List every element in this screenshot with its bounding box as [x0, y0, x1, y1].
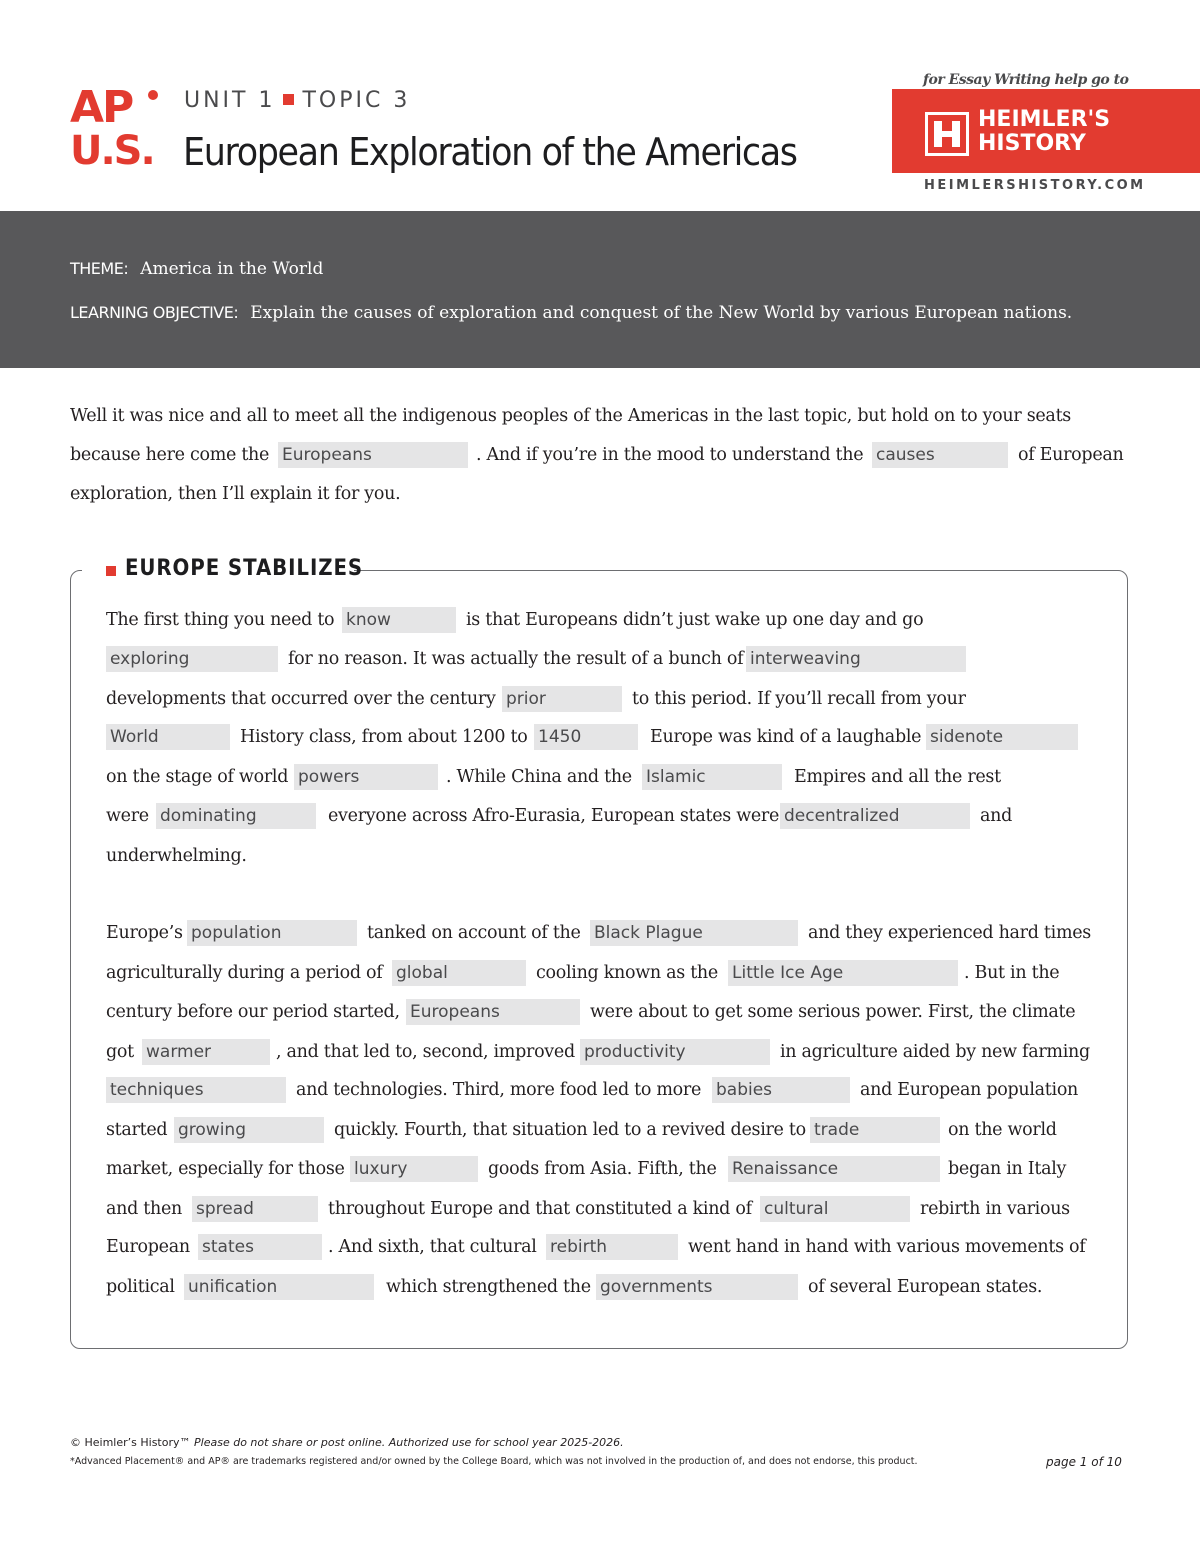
ap-us-logo [70, 82, 160, 176]
fill-blank-field[interactable]: global [392, 960, 526, 986]
fill-blank-field[interactable]: cultural [760, 1196, 910, 1222]
body-text: cooling known as the [536, 963, 718, 983]
body-text: on the world [948, 1120, 1057, 1140]
body-text: and technologies. Third, more food led to more [296, 1080, 701, 1100]
body-text: were [106, 806, 149, 826]
intro-text: because here come the [70, 445, 270, 465]
fill-blank-field[interactable]: 1450 [534, 724, 638, 750]
footer-copyright: © Heimler’s History™ [70, 1436, 191, 1449]
body-text: got [106, 1042, 134, 1062]
topic-label: TOPIC 3 [302, 88, 411, 113]
theme-label: THEME: [70, 259, 129, 278]
body-text: rebirth in various [920, 1199, 1070, 1219]
fill-blank-field[interactable]: Black Plague [590, 920, 798, 946]
logo-us-text: U.S. [70, 128, 154, 174]
red-square-icon [106, 566, 116, 576]
fill-blank-field[interactable]: babies [712, 1077, 850, 1103]
body-text: and then [106, 1199, 182, 1219]
fill-blank-field[interactable]: governments [596, 1274, 798, 1300]
fill-blank-field[interactable]: Renaissance [728, 1156, 940, 1182]
brand-name [978, 108, 1110, 156]
fill-blank-field[interactable]: Europeans [406, 999, 580, 1025]
fill-blank-field[interactable]: powers [294, 764, 438, 790]
body-text: on the stage of world [106, 767, 289, 787]
brand-line-1: HEIMLER'S [978, 107, 1111, 132]
unit-label: UNIT 1 [184, 88, 276, 113]
intro-line-3: exploration, then I’ll explain it for you. [70, 484, 401, 504]
theme-value: America in the World [140, 259, 324, 279]
body-text: went hand in hand with various movements of [688, 1237, 1086, 1257]
body-text: . And sixth, that cultural [328, 1237, 537, 1257]
body-text: developments that occurred over the century [106, 689, 496, 709]
unit-topic-line [184, 88, 410, 113]
body-text: were about to get some serious power. First, the climate [590, 1002, 1076, 1022]
fill-blank-field[interactable]: states [198, 1234, 322, 1260]
body-text: The first thing you need to [106, 610, 335, 630]
body-text: for no reason. It was actually the result of a bunch of [288, 649, 744, 669]
fill-blank-field[interactable]: trade [810, 1117, 940, 1143]
body-text: European [106, 1237, 190, 1257]
body-text: to this period. If you’ll recall from your [632, 689, 966, 709]
fill-blank-field[interactable]: productivity [580, 1039, 770, 1065]
fill-blank-field[interactable]: sidenote [926, 724, 1078, 750]
body-text: in agriculture aided by new farming [780, 1042, 1090, 1062]
fill-blank-field[interactable]: rebirth [546, 1234, 678, 1260]
fill-blank-field[interactable]: population [187, 920, 357, 946]
body-text: of several European states. [808, 1277, 1043, 1297]
body-text: and [980, 806, 1013, 826]
fill-blank-field[interactable]: spread [192, 1196, 318, 1222]
body-text: agriculturally during a period of [106, 963, 383, 983]
page-title: European Exploration of the Americas [183, 130, 797, 174]
fill-blank-field[interactable]: Europeans [278, 442, 468, 468]
body-text: everyone across Afro-Eurasia, European states were [328, 806, 780, 826]
body-text: underwhelming. [106, 846, 247, 866]
theme-row [70, 259, 323, 279]
fill-blank-field[interactable]: growing [174, 1117, 324, 1143]
body-text: History class, from about 1200 to [240, 727, 528, 747]
body-text: began in Italy [948, 1159, 1067, 1179]
heimler-h-logo-icon [925, 112, 969, 156]
brand-line-2: HISTORY [978, 131, 1086, 156]
footer-trademark: *Advanced Placement® and AP® are trademarks registered and/or owned by the College Board, which was not involved in the production of, and does not endorse, this product. [70, 1456, 918, 1467]
body-text: tanked on account of the [367, 923, 581, 943]
body-text: Europe’s [106, 923, 183, 943]
theme-band [0, 211, 1200, 368]
body-text: throughout Europe and that constituted a kind of [328, 1199, 752, 1219]
fill-blank-field[interactable]: unification [184, 1274, 374, 1300]
footer-copyright-line [70, 1436, 624, 1449]
logo-dot [148, 90, 158, 100]
body-text: goods from Asia. Fifth, the [488, 1159, 717, 1179]
fill-blank-field[interactable]: exploring [106, 646, 278, 672]
body-text: market, especially for those [106, 1159, 345, 1179]
red-square-icon [283, 94, 294, 105]
body-text: and they experienced hard times [808, 923, 1091, 943]
logo-ap-text: AP [70, 82, 133, 133]
body-text: is that Europeans didn’t just wake up one day and go [466, 610, 924, 630]
section-title: EUROPE STABILIZES [125, 556, 364, 581]
body-text: Empires and all the rest [794, 767, 1001, 787]
fill-blank-field[interactable]: luxury [350, 1156, 478, 1182]
fill-blank-field[interactable]: Little Ice Age [728, 960, 958, 986]
objective-label: LEARNING OBJECTIVE: [70, 303, 239, 322]
footer-notice: Please do not share or post online. Authorized use for school year 2025-2026. [194, 1436, 624, 1449]
body-text: Europe was kind of a laughable [650, 727, 922, 747]
body-text: . But in the [964, 963, 1060, 983]
fill-blank-field[interactable]: Islamic [642, 764, 782, 790]
body-text: , and that led to, second, improved [276, 1042, 575, 1062]
fill-blank-field[interactable]: dominating [156, 803, 316, 829]
intro-text: . And if you’re in the mood to understand the [476, 445, 864, 465]
body-text: and European population [860, 1080, 1079, 1100]
objective-value: Explain the causes of exploration and conquest of the New World by various European nations. [250, 303, 1073, 323]
body-text: . While China and the [446, 767, 632, 787]
promo-text: for Essay Writing help go to [923, 72, 1129, 88]
body-text: century before our period started, [106, 1002, 400, 1022]
fill-blank-field[interactable]: prior [502, 686, 622, 712]
fill-blank-field[interactable]: know [342, 607, 456, 633]
body-text: political [106, 1277, 175, 1297]
fill-blank-field[interactable]: techniques [106, 1077, 286, 1103]
intro-line-1: Well it was nice and all to meet all the indigenous peoples of the Americas in the last topic, but hold on to your seats [70, 406, 1071, 426]
objective-row [70, 303, 1072, 323]
fill-blank-field[interactable]: causes [872, 442, 1008, 468]
fill-blank-field[interactable]: World [106, 724, 230, 750]
fill-blank-field[interactable]: warmer [142, 1039, 270, 1065]
page-number: page 1 of 10 [1046, 1455, 1122, 1469]
brand-url-link[interactable]: HEIMLERSHISTORY.COM [924, 178, 1146, 193]
body-text: started [106, 1120, 168, 1140]
fill-blank-field[interactable]: interweaving [746, 646, 966, 672]
intro-text: of European [1018, 445, 1124, 465]
fill-blank-field[interactable]: decentralized [780, 803, 970, 829]
body-text: which strengthened the [386, 1277, 591, 1297]
body-text: quickly. Fourth, that situation led to a revived desire to [334, 1120, 806, 1140]
